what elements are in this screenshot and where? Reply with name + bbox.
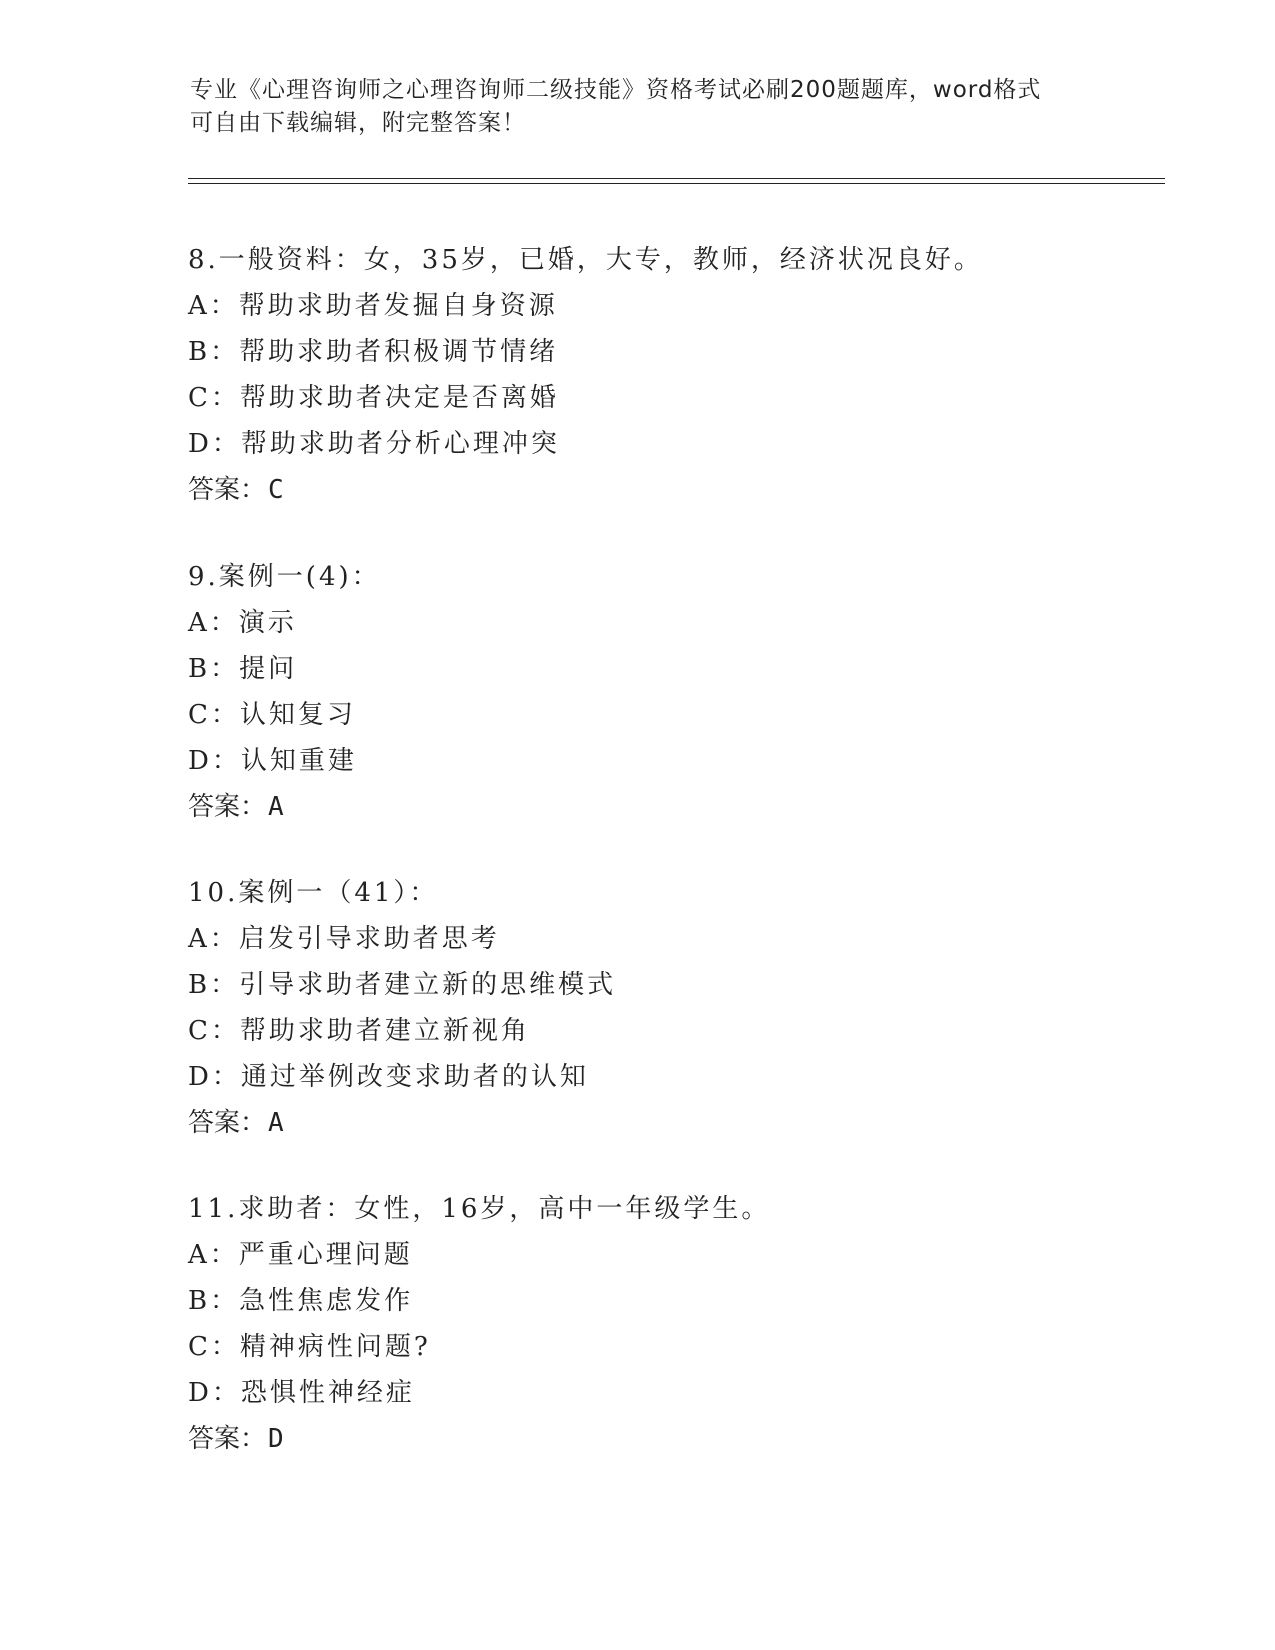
option-b: B：引导求助者建立新的思维模式 [188, 970, 617, 1000]
question-10 [188, 870, 1088, 1146]
option-b: B：帮助求助者积极调节情绪 [188, 337, 559, 367]
question-stem: 8.一般资料：女，35岁，已婚，大专，教师，经济状况良好。 [188, 245, 983, 275]
option-c: C：认知复习 [188, 700, 356, 730]
header-divider-bottom [188, 183, 1165, 184]
option-a: A：启发引导求助者思考 [188, 924, 500, 954]
option-c: C：帮助求助者决定是否离婚 [188, 383, 559, 413]
option-c: C：帮助求助者建立新视角 [188, 1016, 530, 1046]
answer-value: D [268, 1424, 284, 1454]
option-b: B：急性焦虑发作 [188, 1286, 414, 1316]
question-11 [188, 1186, 1088, 1462]
option-d: D：认知重建 [188, 746, 357, 776]
answer-line [188, 1100, 1088, 1146]
answer-line [188, 784, 1088, 830]
question-stem: 9.案例一(4)： [188, 562, 381, 592]
option-a: A：严重心理问题 [188, 1240, 413, 1270]
header-divider-top [188, 178, 1165, 179]
question-stem: 10.案例一（41）： [188, 878, 439, 908]
question-8 [188, 237, 1088, 513]
answer-value: A [268, 1108, 284, 1138]
option-c: C：精神病性问题? [188, 1332, 431, 1362]
answer-line [188, 1416, 1088, 1462]
answer-label: 答案： [188, 1424, 267, 1454]
header-title-line-1: 专业《心理咨询师之心理咨询师二级技能》资格考试必刷200题题库，word格式 [190, 77, 1042, 103]
document-header [190, 74, 1090, 140]
answer-line [188, 467, 1088, 513]
option-a: A：帮助求助者发掘自身资源 [188, 291, 558, 321]
answer-label: 答案： [188, 792, 267, 822]
option-a: A：演示 [188, 608, 297, 638]
answer-label: 答案： [188, 475, 267, 505]
question-9 [188, 554, 1088, 830]
answer-label: 答案： [188, 1108, 267, 1138]
option-b: B：提问 [188, 654, 298, 684]
header-title-line-2: 可自由下载编辑，附完整答案！ [190, 110, 526, 136]
option-d: D：帮助求助者分析心理冲突 [188, 429, 560, 459]
answer-value: A [268, 792, 284, 822]
option-d: D：恐惧性神经症 [188, 1378, 415, 1408]
option-d: D：通过举例改变求助者的认知 [188, 1062, 589, 1092]
answer-value: C [268, 475, 284, 505]
question-stem: 11.求助者：女性，16岁，高中一年级学生。 [188, 1194, 771, 1224]
